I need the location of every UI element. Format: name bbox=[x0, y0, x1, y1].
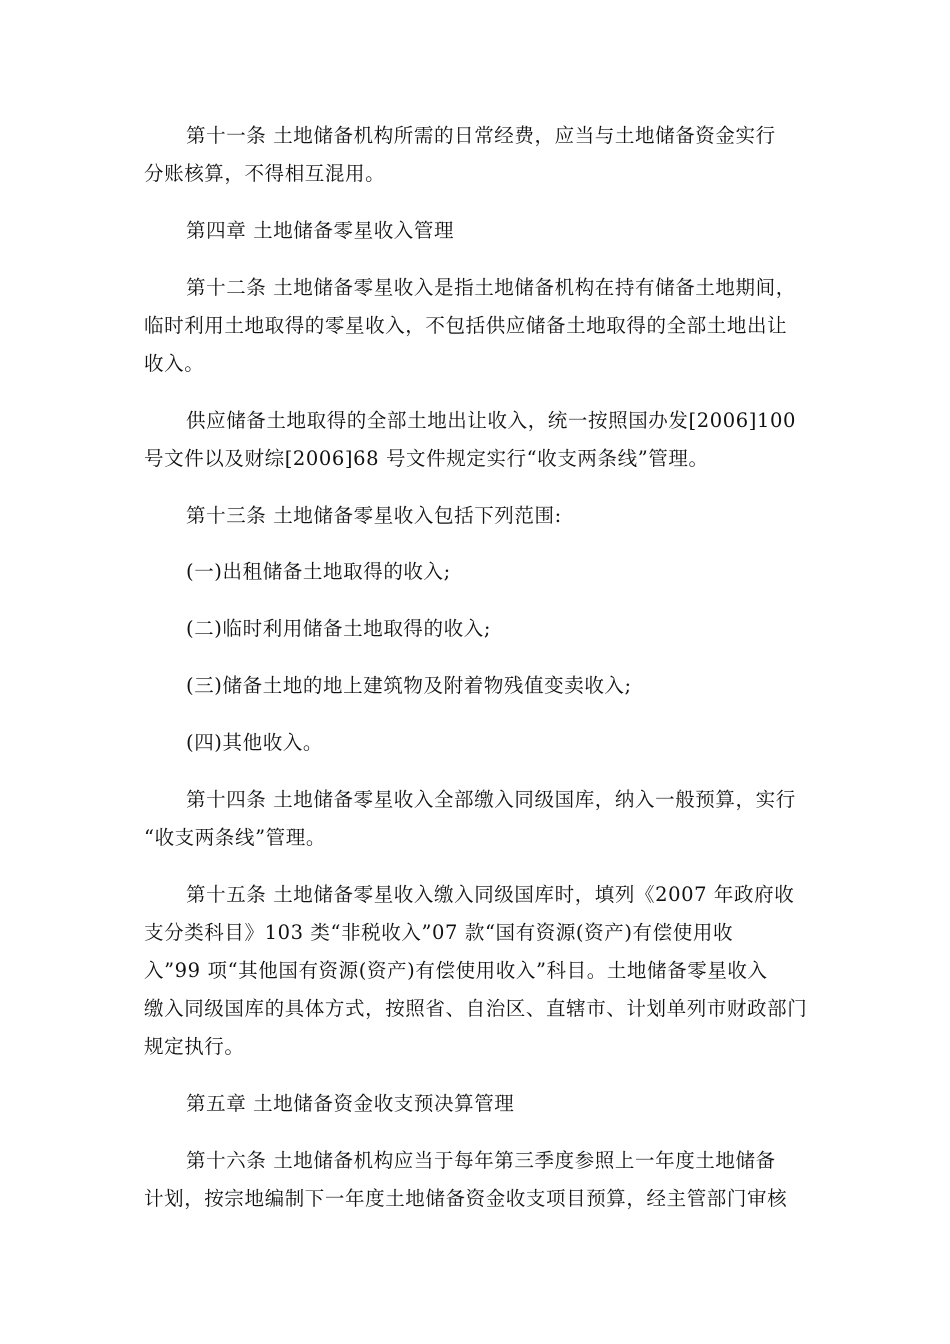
article-12-line-2: 临时利用土地取得的零星收入，不包括供应储备土地取得的全部土地出让 bbox=[144, 314, 788, 337]
chapter-4-heading: 第四章 土地储备零星收入管理 bbox=[186, 219, 455, 242]
article-15-line-1: 第十五条 土地储备零星收入缴入同级国库时，填列《2007 年政府收 bbox=[186, 883, 795, 906]
article-15-line-5: 规定执行。 bbox=[144, 1035, 245, 1058]
article-13-line-1: 第十三条 土地储备零星收入包括下列范围: bbox=[186, 504, 562, 527]
list-item-1: (一)出租储备土地取得的收入; bbox=[186, 560, 451, 583]
list-item-4: (四)其他收入。 bbox=[186, 731, 324, 754]
article-14-line-1: 第十四条 土地储备零星收入全部缴入同级国库，纳入一般预算，实行 bbox=[186, 788, 796, 811]
article-15-line-2: 支分类科目》103 类“非税收入”07 款“国有资源(资产)有偿使用收 bbox=[144, 921, 734, 944]
article-12-line-3: 收入。 bbox=[144, 352, 205, 375]
list-item-2: (二)临时利用储备土地取得的收入; bbox=[186, 617, 491, 640]
article-11-line-1: 第十一条 土地储备机构所需的日常经费，应当与土地储备资金实行 bbox=[186, 124, 776, 147]
article-16-line-2: 计划，按宗地编制下一年度土地储备资金收支项目预算，经主管部门审核 bbox=[144, 1187, 788, 1210]
article-12-line-1: 第十二条 土地储备零星收入是指土地储备机构在持有储备土地期间， bbox=[186, 276, 796, 299]
article-11-line-2: 分账核算，不得相互混用。 bbox=[144, 162, 386, 185]
article-14-line-2: “收支两条线”管理。 bbox=[144, 826, 326, 849]
supply-income-line-1: 供应储备土地取得的全部土地出让收入，统一按照国办发[2006]100 bbox=[186, 409, 796, 432]
article-16-line-1: 第十六条 土地储备机构应当于每年第三季度参照上一年度土地储备 bbox=[186, 1149, 776, 1172]
supply-income-line-2: 号文件以及财综[2006]68 号文件规定实行“收支两条线”管理。 bbox=[144, 447, 709, 470]
article-15-line-4: 缴入同级国库的具体方式，按照省、自治区、直辖市、计划单列市财政部门 bbox=[144, 997, 808, 1020]
article-15-line-3: 入”99 项“其他国有资源(资产)有偿使用收入”科目。土地储备零星收入 bbox=[144, 959, 768, 982]
chapter-5-heading: 第五章 土地储备资金收支预决算管理 bbox=[186, 1092, 515, 1115]
list-item-3: (三)储备土地的地上建筑物及附着物残值变卖收入; bbox=[186, 674, 632, 697]
